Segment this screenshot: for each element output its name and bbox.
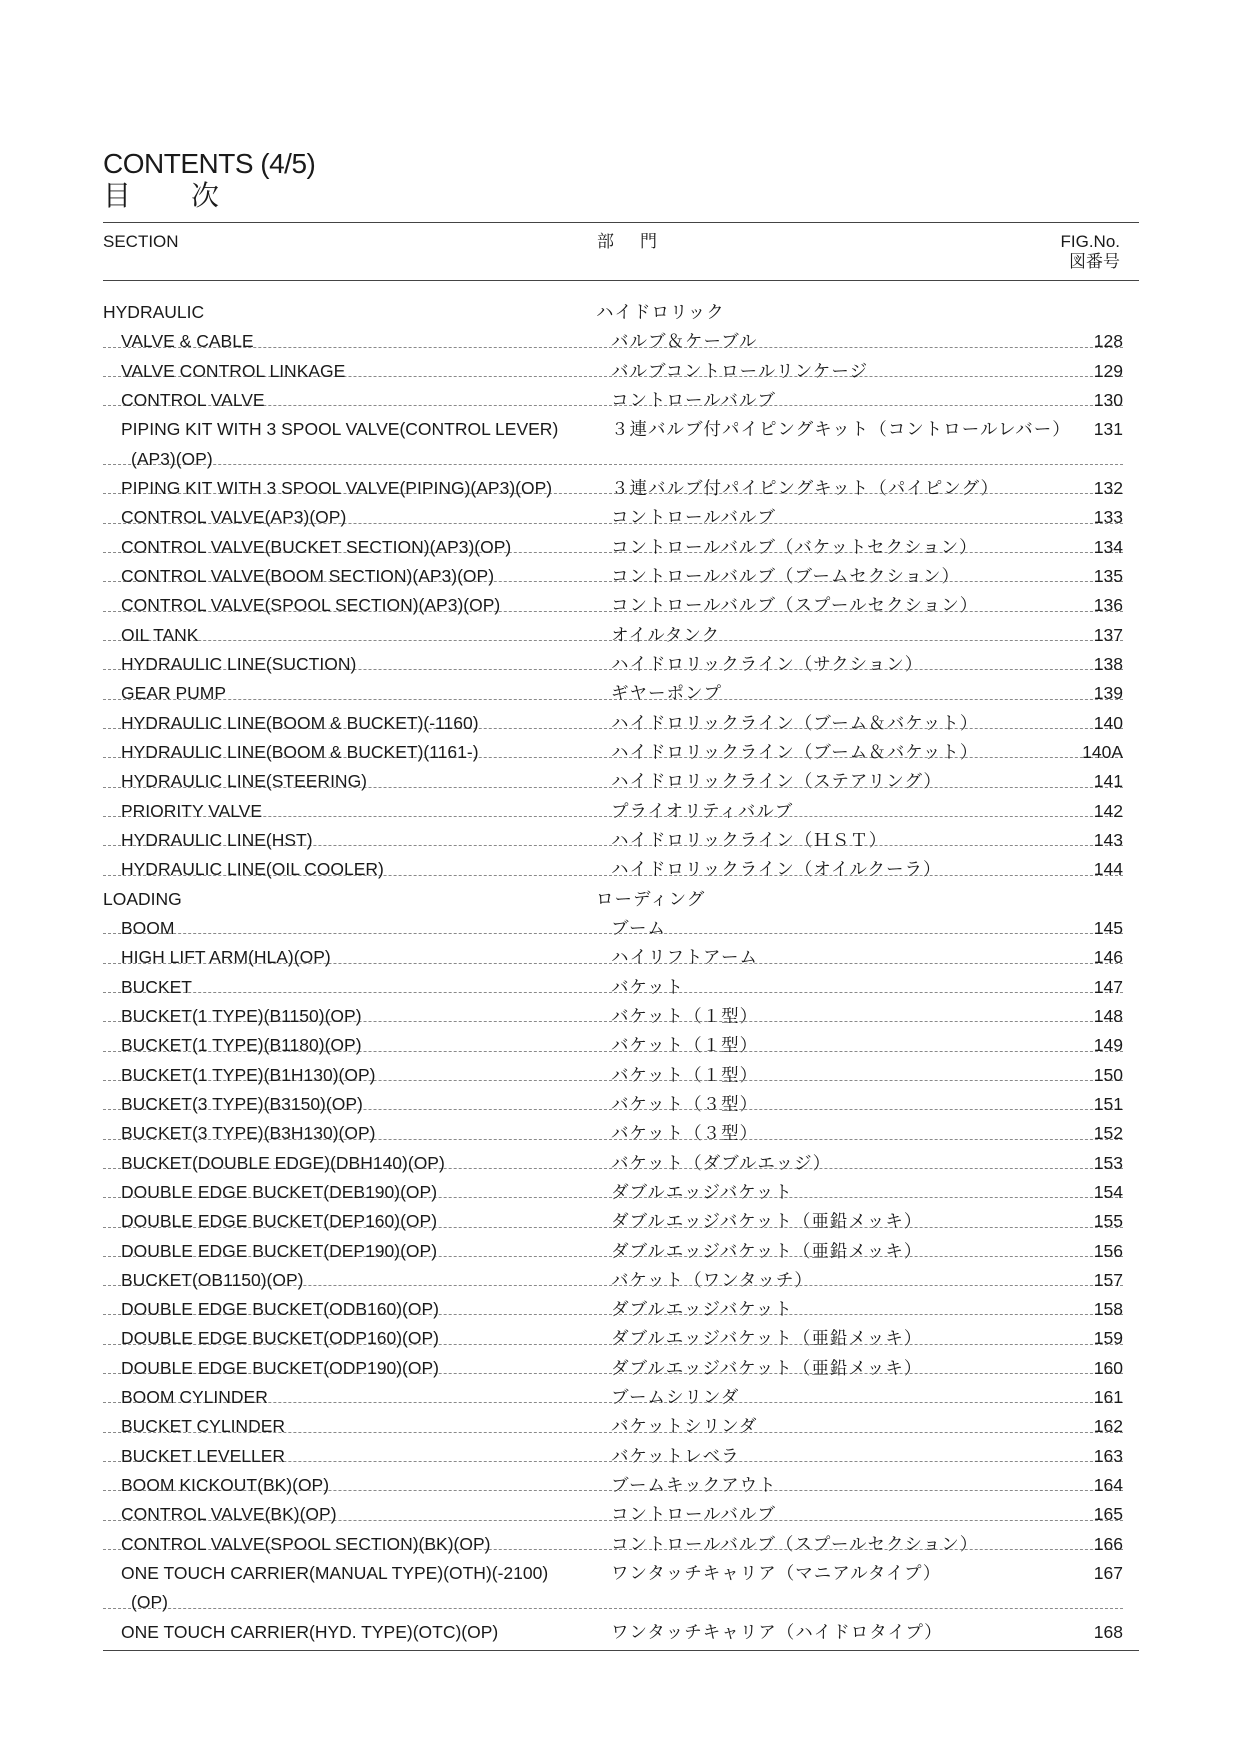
fig-number: 134 xyxy=(1093,536,1123,557)
contents-row xyxy=(103,817,1123,850)
item-name-ja: ハイドロリックライン（ステアリング） xyxy=(611,771,942,792)
item-name-ja: ３連バルブ付パイピングキット（コントロールレバー） xyxy=(611,419,1071,440)
item-name-ja: ブーム xyxy=(611,917,666,938)
contents-row xyxy=(103,465,1123,498)
fig-number: 135 xyxy=(1093,565,1123,586)
fig-number: 168 xyxy=(1093,1621,1123,1642)
contents-row xyxy=(103,670,1123,704)
fig-number: 140A xyxy=(1082,741,1123,762)
fig-number: 153 xyxy=(1093,1152,1123,1173)
contents-row xyxy=(103,934,1123,968)
item-name-en: HYDRAULIC LINE(BOOM & BUCKET)(1161-) xyxy=(121,741,479,762)
fig-number: 159 xyxy=(1093,1328,1123,1349)
item-name-ja: バケット（１型） xyxy=(611,1035,759,1056)
fig-number: 128 xyxy=(1093,331,1123,352)
fig-number: 154 xyxy=(1093,1181,1123,1202)
contents-row xyxy=(103,1257,1123,1290)
item-name-en: BUCKET(1 TYPE)(B1H130)(OP) xyxy=(121,1064,376,1085)
item-name-en: CONTROL VALVE(BOOM SECTION)(AP3)(OP) xyxy=(121,565,495,586)
item-name-en: CONTROL VALVE(AP3)(OP) xyxy=(121,507,347,528)
contents-row xyxy=(103,729,1123,762)
fig-number: 148 xyxy=(1093,1005,1123,1026)
fig-number: 140 xyxy=(1093,712,1123,733)
fig-number: 142 xyxy=(1093,800,1123,821)
item-name-ja: ハイドロリックライン（ＨＳＴ） xyxy=(611,829,888,850)
contents-row xyxy=(103,1550,1123,1613)
contents-row xyxy=(103,700,1123,733)
item-name-en: PIPING KIT WITH 3 SPOOL VALVE(PIPING)(AP3)(OP) xyxy=(121,477,553,498)
fig-number: 164 xyxy=(1093,1475,1123,1496)
fig-number: 139 xyxy=(1093,683,1123,704)
contents-row xyxy=(103,758,1123,792)
contents-row xyxy=(103,406,1123,469)
item-name-en: DOUBLE EDGE BUCKET(DEB190)(OP) xyxy=(121,1181,438,1202)
fig-number: 133 xyxy=(1093,507,1123,528)
item-name-en: BUCKET xyxy=(121,976,192,997)
contents-row xyxy=(103,1521,1123,1554)
fig-number: 161 xyxy=(1093,1387,1123,1408)
item-name-ja: バルブコントロールリンケージ xyxy=(611,360,869,381)
item-name-en: BOOM CYLINDER xyxy=(121,1387,268,1408)
fig-number: 145 xyxy=(1093,917,1123,938)
contents-row xyxy=(103,1315,1123,1349)
item-name-ja: ブームキックアウト xyxy=(611,1475,777,1496)
contents-row xyxy=(103,348,1123,381)
item-name-en: BUCKET CYLINDER xyxy=(121,1416,286,1437)
header-department: 部門 xyxy=(597,232,683,251)
group-name-ja: ハイドロリック xyxy=(596,302,725,322)
contents-row xyxy=(103,1609,1123,1642)
item-name-en: ONE TOUCH CARRIER(MANUAL TYPE)(OTH)(-2100) xyxy=(121,1563,549,1584)
item-name-ja: バケット（ワンタッチ） xyxy=(611,1269,813,1290)
fig-number: 143 xyxy=(1093,829,1123,850)
fig-number: 132 xyxy=(1093,477,1123,498)
item-name-en: DOUBLE EDGE BUCKET(DEP190)(OP) xyxy=(121,1240,438,1261)
item-name-ja: コントロールバルブ xyxy=(611,1504,776,1525)
item-name-ja: ダブルエッジバケット（亜鉛メッキ） xyxy=(611,1328,923,1349)
contents-row xyxy=(103,993,1123,1026)
group-name-en: LOADING xyxy=(103,888,182,909)
item-name-ja: バケット（１型） xyxy=(611,1064,759,1085)
fig-number: 155 xyxy=(1093,1211,1123,1232)
contents-row xyxy=(103,582,1123,616)
item-name-en: OIL TANK xyxy=(121,624,199,645)
contents-row xyxy=(103,1345,1123,1378)
item-name-en: BUCKET(3 TYPE)(B3150)(OP) xyxy=(121,1093,363,1114)
page-title-ja: 目次 xyxy=(103,180,280,211)
item-name-en: BOOM xyxy=(121,917,175,938)
item-name-ja: バケット（３型） xyxy=(611,1093,759,1114)
header-fig-no-en: FIG.No. xyxy=(1060,232,1120,251)
contents-row xyxy=(103,1022,1123,1056)
fig-number: 149 xyxy=(1093,1035,1123,1056)
item-name-ja: バケット（ダブルエッジ） xyxy=(611,1152,832,1173)
item-name-en: BUCKET(1 TYPE)(B1180)(OP) xyxy=(121,1035,362,1056)
contents-row xyxy=(103,1462,1123,1496)
item-name-ja: ダブルエッジバケット xyxy=(611,1181,793,1202)
fig-number: 136 xyxy=(1093,595,1123,616)
contents-row xyxy=(103,1052,1123,1085)
contents-row xyxy=(103,1169,1123,1202)
item-name-ja: バルブ＆ケーブル xyxy=(611,331,758,352)
item-name-ja: ダブルエッジバケット（亜鉛メッキ） xyxy=(611,1240,923,1261)
fig-number: 150 xyxy=(1093,1064,1123,1085)
item-name-en: CONTROL VALVE xyxy=(121,389,265,410)
section-group-row xyxy=(103,289,1123,322)
fig-number: 166 xyxy=(1093,1533,1123,1554)
contents-row xyxy=(103,553,1123,586)
item-name-en: VALVE CONTROL LINKAGE xyxy=(121,360,346,381)
group-name-ja: ローディング xyxy=(596,888,706,909)
fig-number: 157 xyxy=(1093,1269,1123,1290)
item-name-ja: コントロールバルブ（スプールセクション） xyxy=(611,595,979,616)
contents-table xyxy=(103,289,1123,1642)
fig-number: 130 xyxy=(1093,389,1123,410)
fig-number: 167 xyxy=(1093,1563,1123,1584)
header-section: SECTION xyxy=(103,232,179,251)
contents-row xyxy=(103,494,1123,528)
item-name-en: ONE TOUCH CARRIER(HYD. TYPE)(OTC)(OP) xyxy=(121,1621,499,1642)
item-name-ja: ハイドロリックライン（ブーム＆バケット） xyxy=(611,741,979,762)
item-name-en: CONTROL VALVE(BUCKET SECTION)(AP3)(OP) xyxy=(121,536,512,557)
item-name-ja: ダブルエッジバケット（亜鉛メッキ） xyxy=(611,1211,923,1232)
item-name-ja: ダブルエッジバケット xyxy=(611,1299,793,1320)
item-name-ja: コントロールバルブ xyxy=(611,389,776,410)
fig-number: 156 xyxy=(1093,1240,1123,1261)
item-name-en: BOOM KICKOUT(BK)(OP) xyxy=(121,1475,330,1496)
item-name-en-continued: (OP) xyxy=(131,1592,168,1613)
contents-row xyxy=(103,1433,1123,1466)
contents-row xyxy=(103,846,1123,880)
fig-number: 165 xyxy=(1093,1504,1123,1525)
item-name-en: BUCKET LEVELLER xyxy=(121,1445,286,1466)
fig-number: 131 xyxy=(1093,419,1123,440)
item-name-en: HYDRAULIC LINE(OIL COOLER) xyxy=(121,859,384,880)
item-name-en: DOUBLE EDGE BUCKET(ODB160)(OP) xyxy=(121,1299,439,1320)
item-name-ja: バケット xyxy=(611,976,685,997)
item-name-en: GEAR PUMP xyxy=(121,683,227,704)
item-name-ja: ワンタッチキャリア（ハイドロタイプ） xyxy=(611,1621,943,1642)
item-name-en: CONTROL VALVE(BK)(OP) xyxy=(121,1504,337,1525)
contents-row xyxy=(103,964,1123,997)
item-name-ja: コントロールバルブ（スプールセクション） xyxy=(611,1533,979,1554)
fig-number: 151 xyxy=(1093,1093,1123,1114)
item-name-en: DOUBLE EDGE BUCKET(DEP160)(OP) xyxy=(121,1211,438,1232)
item-name-en: DOUBLE EDGE BUCKET(ODP190)(OP) xyxy=(121,1357,439,1378)
contents-row xyxy=(103,1198,1123,1232)
item-name-ja: コントロールバルブ xyxy=(611,507,776,528)
item-name-ja: ダブルエッジバケット（亜鉛メッキ） xyxy=(611,1357,923,1378)
item-name-en: HIGH LIFT ARM(HLA)(OP) xyxy=(121,947,331,968)
item-name-en: PRIORITY VALVE xyxy=(121,800,263,821)
item-name-ja: ブームシリンダ xyxy=(611,1387,740,1408)
item-name-en: PIPING KIT WITH 3 SPOOL VALVE(CONTROL LEVER) xyxy=(121,419,559,440)
fig-number: 163 xyxy=(1093,1445,1123,1466)
item-name-ja: ハイドロリックライン（オイルクーラ） xyxy=(611,859,942,880)
fig-number: 152 xyxy=(1093,1123,1123,1144)
fig-number: 160 xyxy=(1093,1357,1123,1378)
item-name-ja: バケット（３型） xyxy=(611,1123,759,1144)
item-name-ja: バケットシリンダ xyxy=(611,1416,758,1437)
contents-row xyxy=(103,612,1123,645)
item-name-ja: バケットレベラ xyxy=(611,1445,740,1466)
contents-row xyxy=(103,1228,1123,1261)
contents-row xyxy=(103,318,1123,352)
table-bottom-rule xyxy=(103,1650,1139,1651)
contents-row xyxy=(103,524,1123,557)
page-title: CONTENTS (4/5) xyxy=(103,148,316,179)
item-name-ja: プライオリティバルブ xyxy=(611,800,794,821)
item-name-en: HYDRAULIC LINE(HST) xyxy=(121,829,313,850)
item-name-en: CONTROL VALVE(SPOOL SECTION)(AP3)(OP) xyxy=(121,595,501,616)
fig-number: 129 xyxy=(1093,360,1123,381)
item-name-en-continued: (AP3)(OP) xyxy=(131,448,213,469)
item-name-en: CONTROL VALVE(SPOOL SECTION)(BK)(OP) xyxy=(121,1533,491,1554)
item-name-en: BUCKET(1 TYPE)(B1150)(OP) xyxy=(121,1005,362,1026)
contents-row xyxy=(103,1403,1123,1437)
contents-row xyxy=(103,905,1123,938)
item-name-en: HYDRAULIC LINE(BOOM & BUCKET)(-1160) xyxy=(121,712,479,733)
header-fig-no xyxy=(1060,232,1120,272)
item-name-ja: ギヤーポンプ xyxy=(611,683,722,704)
item-name-en: HYDRAULIC LINE(SUCTION) xyxy=(121,653,357,674)
item-name-en: BUCKET(OB1150)(OP) xyxy=(121,1269,304,1290)
contents-row xyxy=(103,641,1123,674)
item-name-ja: ハイリフトアーム xyxy=(611,947,758,968)
fig-number: 147 xyxy=(1093,976,1123,997)
item-name-ja: ハイドロリックライン（ブーム＆バケット） xyxy=(611,712,979,733)
header-top-rule xyxy=(103,222,1139,223)
fig-number: 141 xyxy=(1093,771,1123,792)
item-name-en: DOUBLE EDGE BUCKET(ODP160)(OP) xyxy=(121,1328,439,1349)
item-name-ja: ワンタッチキャリア（マニアルタイプ） xyxy=(611,1563,942,1584)
contents-row xyxy=(103,788,1123,821)
item-name-ja: バケット（１型） xyxy=(611,1005,759,1026)
item-name-ja: ハイドロリックライン（サクション） xyxy=(611,653,924,674)
fig-number: 158 xyxy=(1093,1299,1123,1320)
contents-row xyxy=(103,1286,1123,1320)
item-name-ja: コントロールバルブ（ブームセクション） xyxy=(611,565,961,586)
item-name-en: BUCKET(3 TYPE)(B3H130)(OP) xyxy=(121,1123,376,1144)
header-bottom-rule xyxy=(103,280,1139,281)
item-name-en: VALVE & CABLE xyxy=(121,331,254,352)
contents-row xyxy=(103,1110,1123,1144)
fig-number: 138 xyxy=(1093,653,1123,674)
fig-number: 144 xyxy=(1093,859,1123,880)
contents-row xyxy=(103,1140,1123,1173)
group-name-en: HYDRAULIC xyxy=(103,302,205,322)
fig-number: 137 xyxy=(1093,624,1123,645)
fig-number: 162 xyxy=(1093,1416,1123,1437)
contents-row xyxy=(103,1081,1123,1114)
item-name-ja: オイルタンク xyxy=(611,624,721,645)
header-fig-no-ja: 図番号 xyxy=(1069,252,1120,271)
contents-row xyxy=(103,1374,1123,1408)
item-name-en: HYDRAULIC LINE(STEERING) xyxy=(121,771,368,792)
item-name-ja: ３連バルブ付パイピングキット（パイピング） xyxy=(611,477,999,498)
contents-row xyxy=(103,377,1123,410)
item-name-ja: コントロールバルブ（バケットセクション） xyxy=(611,536,978,557)
item-name-en: BUCKET(DOUBLE EDGE)(DBH140)(OP) xyxy=(121,1152,445,1173)
section-group-row xyxy=(103,876,1123,909)
fig-number: 146 xyxy=(1093,947,1123,968)
contents-row xyxy=(103,1491,1123,1525)
